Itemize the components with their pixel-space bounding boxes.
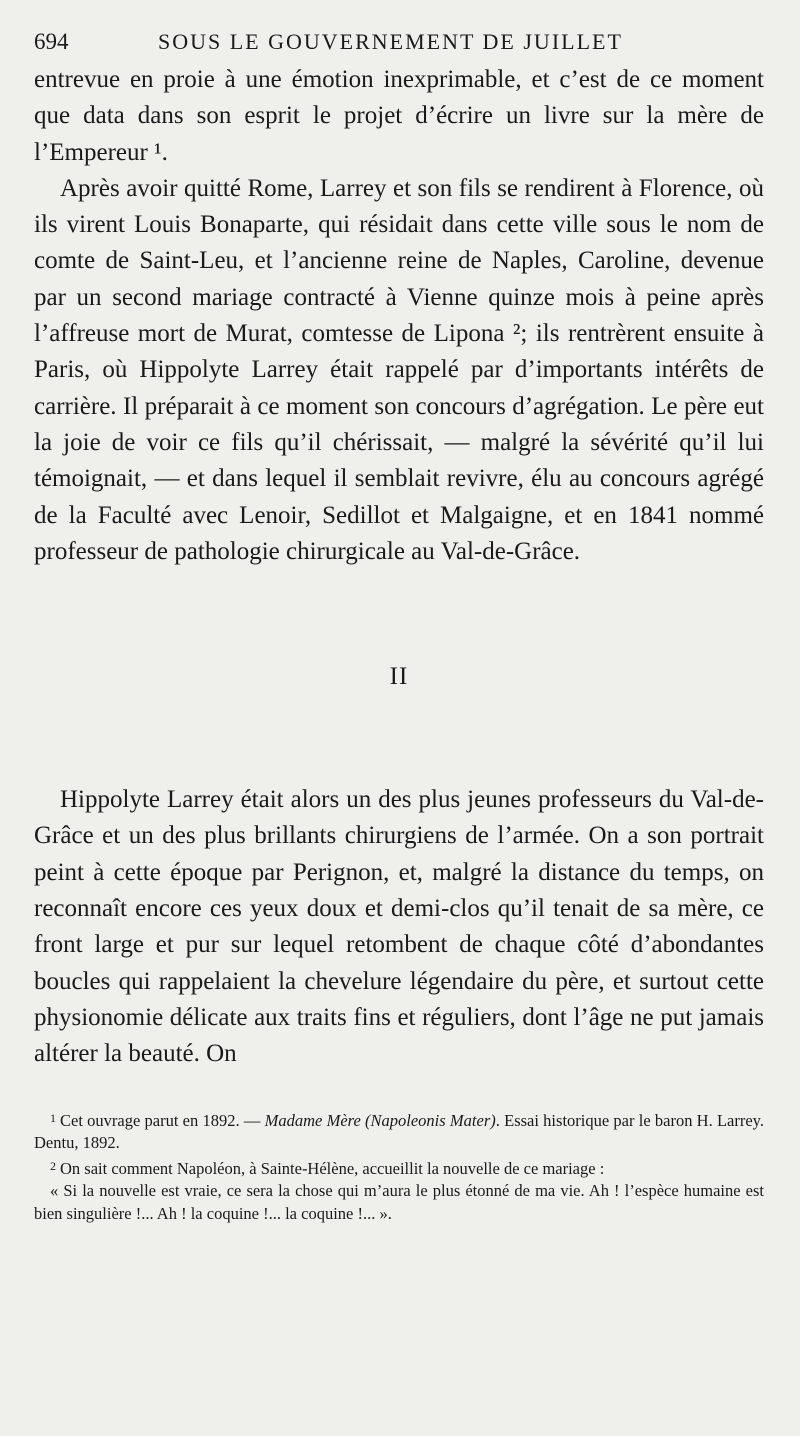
paragraph-portrait: Hippolyte Larrey était alors un des plus jeunes professeurs du Val-de-Grâce et un des plus brillants chirurgiens de l’armée. On a son portrait peint à cette époque par Perignon, et, malgré la distance du temps, on reconnaît encore ces yeux doux et demi-clos qu’il tenait de sa mère, ce front large et pur sur lequel retombent de chaque côté d’abondantes boucles qui rappelaient la chevelure légendaire du père, et surtout cette physionomie délicate aux traits fins et réguliers, dont l’âge ne put jamais altérer la beauté. On <box>34 786 764 1068</box>
footnote-2-text: On sait comment Napoléon, à Sainte-Hélène, accueillit la nouvelle de ce mariage : <box>60 1158 605 1178</box>
footnote-2-quote-text: « Si la nouvelle est vraie, ce sera la chose qui m’aura le plus étonné de ma vie. Ah ! l’espèce humaine est bien singulière !... Ah ! la coquine !... la coquine !... ». <box>34 1181 764 1223</box>
paragraph-continuation: entrevue en proie à une émotion inexprimable, et c’est de ce moment que data dans son esprit le projet d’écrire un livre sur la mère de l’Empereur ¹. <box>34 66 764 166</box>
footnote-2-mark: 2 <box>50 1158 56 1173</box>
running-header <box>34 22 764 62</box>
paragraph-florence: Après avoir quitté Rome, Larrey et son fils se rendirent à Florence, où ils virent Louis Bonaparte, qui résidait dans cette ville sous le nom de comte de Saint-Leu, et l’ancienne reine de Naples, Caroline, devenue par un second mariage contracté à Vienne quinze mois à peine après l’affreuse mort de Murat, comtesse de Lipona ²; ils rentrèrent ensuite à Paris, où Hippolyte Larrey était rappelé par d’importants intérêts de carrière. Il préparait à ce moment son concours d’agrégation. Le père eut la joie de voir ce fils qu’il chérissait, — malgré la sévérité qu’il lui témoignait, — et dans lequel il semblait revivre, élu au concours agrégé de la Faculté avec Lenoir, Sedillot et Malgaigne, et en 1841 nommé professeur de pathologie chirurgicale au Val-de-Grâce. <box>34 174 764 565</box>
running-title: SOUS LE GOUVERNEMENT DE JUILLET <box>158 29 623 54</box>
footnote-1-mark: 1 <box>50 1110 56 1125</box>
main-text <box>34 62 764 1073</box>
footnote-1-title: Madame Mère (Napoleonis Mater) <box>264 1110 496 1130</box>
footnotes <box>34 1107 764 1226</box>
footnote-1-text-after: . Essai historique par le baron H. Larrey. Dentu, 1892. <box>34 1110 764 1153</box>
footnote-2-quote <box>34 1180 764 1225</box>
section-ii <box>34 662 764 1072</box>
page-number: 694 <box>34 29 69 54</box>
section-heading: II <box>389 663 409 691</box>
footnote-1-text-before: Cet ouvrage parut en 1892. — <box>60 1110 265 1130</box>
footnote-1 <box>34 1107 764 1155</box>
footnote-2 <box>34 1155 764 1181</box>
